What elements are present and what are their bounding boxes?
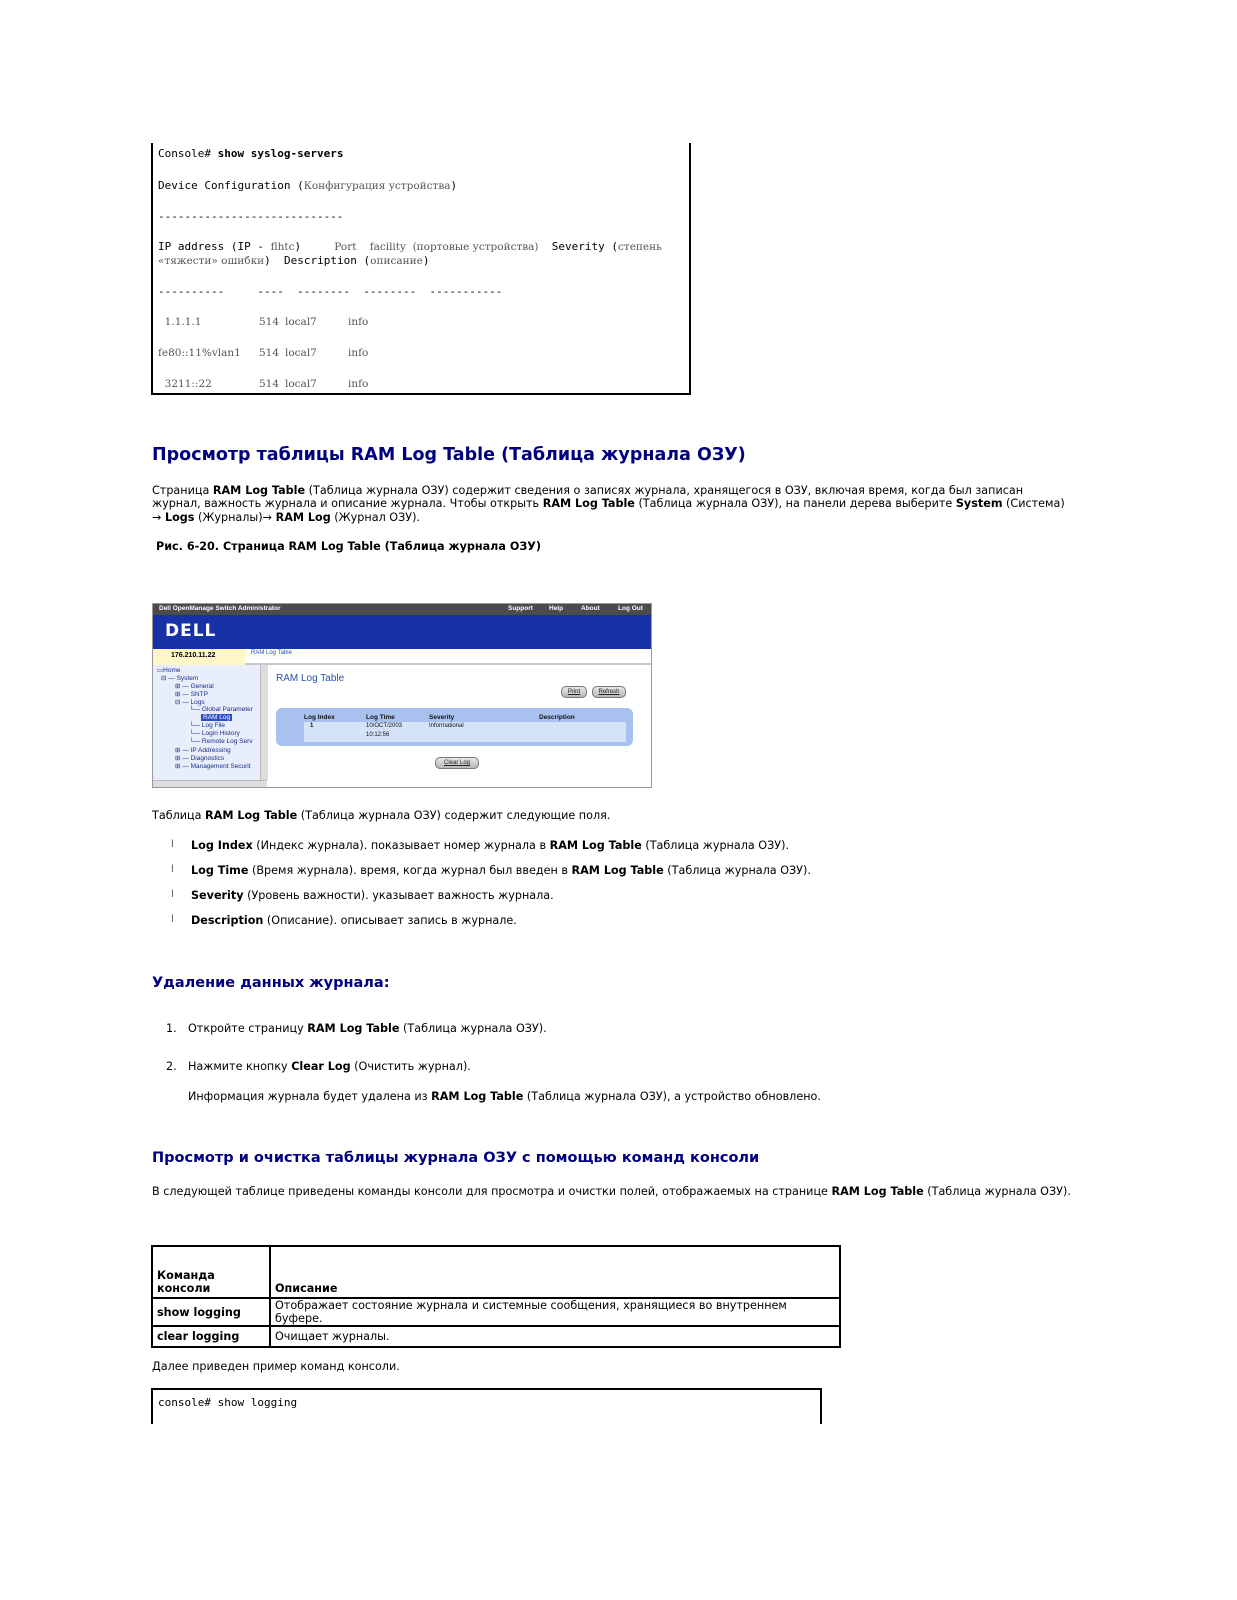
figure-caption: Рис. 6-20. Страница RAM Log Table (Таблица журнала ОЗУ) xyxy=(156,540,542,553)
table-row: clear logging Очищает журналы. xyxy=(152,1326,840,1347)
section-title-console: Просмотр и очистка таблицы журнала ОЗУ с помощью команд консоли xyxy=(152,1150,760,1166)
refresh-button[interactable]: Refresh xyxy=(592,686,626,698)
tree-horizontal-scrollbar[interactable] xyxy=(153,780,267,788)
tree-logs[interactable]: ⊟ — Logs xyxy=(175,699,205,706)
console-intro: В следующей таблице приведены команды консоли для просмотра и очистки полей, отображаемых на странице RAM Log Table (Таблица журнала ОЗУ). xyxy=(152,1185,1071,1198)
list-item: l Description (Описание). описывает запись в журнале. xyxy=(171,914,517,927)
dell-logo: DELL xyxy=(165,621,217,641)
code-line-command: Console# show syslog-servers xyxy=(158,147,344,160)
app-title-bar xyxy=(153,604,651,615)
tree-system[interactable]: ⊟ — System xyxy=(161,675,199,682)
example-intro: Далее приведен пример команд консоли. xyxy=(152,1360,400,1373)
logout-link[interactable]: Log Out xyxy=(618,605,643,612)
code-row: 3211::22 514 local7 info xyxy=(158,378,369,390)
print-button[interactable]: Print xyxy=(561,686,587,698)
tree-global-params[interactable]: └— Global Parameter xyxy=(189,706,253,713)
col-description: Описание xyxy=(270,1246,840,1298)
step-1: 1. Откройте страницу RAM Log Table (Таблица журнала ОЗУ). xyxy=(166,1022,547,1035)
tree-log-file[interactable]: └— Log File xyxy=(189,722,226,729)
section-title-delete-log: Удаление данных журнала: xyxy=(152,975,390,991)
tree-ip-addressing[interactable]: ⊞ — IP Addressing xyxy=(175,747,231,754)
code-line-headers-2: «тяжести» ошибки) Description (описание) xyxy=(158,254,430,267)
list-item: l Log Index (Индекс журнала). показывает номер журнала в RAM Log Table (Таблица журнала ОЗУ). xyxy=(171,839,790,852)
list-item: l Log Time (Время журнала). время, когда журнал был введен в RAM Log Table (Таблица журнала ОЗУ). xyxy=(171,864,811,877)
code-line-dashes: ---------- ---- -------- -------- ----------- xyxy=(158,285,503,298)
col-command: Команда консоли xyxy=(152,1246,270,1298)
console-commands-table xyxy=(151,1245,841,1348)
tree-home[interactable]: ▭Home xyxy=(157,667,181,674)
tree-vertical-scrollbar[interactable] xyxy=(260,665,268,780)
step-2: 2. Нажмите кнопку Clear Log (Очистить журнал). xyxy=(166,1060,471,1073)
ram-log-screenshot xyxy=(152,603,652,788)
col-severity: Severity xyxy=(429,714,455,721)
code-line-separator: ---------------------------- xyxy=(158,210,344,223)
breadcrumb: RAM Log Table xyxy=(251,650,292,656)
col-log-index: Log Index xyxy=(304,714,335,721)
support-link[interactable]: Support xyxy=(508,605,533,612)
ram-log-description: Страница RAM Log Table (Таблица журнала ОЗУ) содержит сведения о записях журнала, хранящегося в ОЗУ, включая время, когда был записан журнал, важность журнала и описание журнала. Чтобы открыть RAM Log Table (Таблица журнала ОЗУ), на панели дерева выберите System (Система) → Logs (Журналы)→ RAM Log (Журнал ОЗУ). xyxy=(152,484,1065,524)
help-link[interactable]: Help xyxy=(549,605,564,612)
divider xyxy=(245,663,651,665)
table-row: 1 10/OCT/2003 10:12:56 Informational xyxy=(304,722,626,742)
code-row: fe80::11%vlan1 514 local7 info xyxy=(158,347,369,359)
tree-management-security[interactable]: ⊞ — Management Securit xyxy=(175,763,251,770)
code-block-show-logging xyxy=(151,1388,822,1424)
list-item: l Severity (Уровень важности). указывает важность журнала. xyxy=(171,889,554,902)
col-description: Description xyxy=(539,714,575,721)
step-2-note: Информация журнала будет удалена из RAM Log Table (Таблица журнала ОЗУ), а устройство обновлено. xyxy=(188,1090,821,1103)
code-line-headers: IP address (IP - flhtc) Port facility (портовые устройства) Severity (степень xyxy=(158,240,662,253)
table-header-row xyxy=(152,1246,840,1298)
code-row: 1.1.1.1 514 local7 info xyxy=(158,316,369,328)
code-line: console# show logging xyxy=(158,1396,298,1409)
app-title: Dell OpenManage Switch Administrator xyxy=(159,605,281,612)
col-log-time: Log Time xyxy=(366,714,395,721)
fields-intro: Таблица RAM Log Table (Таблица журнала ОЗУ) содержит следующие поля. xyxy=(152,809,611,822)
about-link[interactable]: About xyxy=(581,605,600,612)
tree-sntp[interactable]: ⊞ — SNTP xyxy=(175,691,208,698)
code-block-syslog xyxy=(151,143,691,395)
table-row: show logging Отображает состояние журнала и системные сообщения, хранящиеся во внутреннем буфере. xyxy=(152,1298,840,1326)
tree-login-history[interactable]: └— Login History xyxy=(189,730,240,737)
page-title: RAM Log Table xyxy=(276,673,345,684)
clear-log-button[interactable]: Clear Log xyxy=(435,757,479,769)
ram-log-table xyxy=(276,708,633,746)
tree-remote-log[interactable]: └— Remote Log Serv xyxy=(189,738,253,745)
tree-diagnostics[interactable]: ⊞ — Diagnostics xyxy=(175,755,225,762)
nav-tree xyxy=(153,665,267,788)
device-ip: 176.210.11.22 xyxy=(153,649,245,665)
tree-ram-log[interactable]: RAM Log xyxy=(203,714,231,721)
tree-general[interactable]: ⊞ — General xyxy=(175,683,214,690)
code-line-device-config: Device Configuration (Конфигурация устройства) xyxy=(158,179,458,192)
brand-bar xyxy=(153,615,651,649)
section-title-ram-log: Просмотр таблицы RAM Log Table (Таблица журнала ОЗУ) xyxy=(152,445,746,465)
